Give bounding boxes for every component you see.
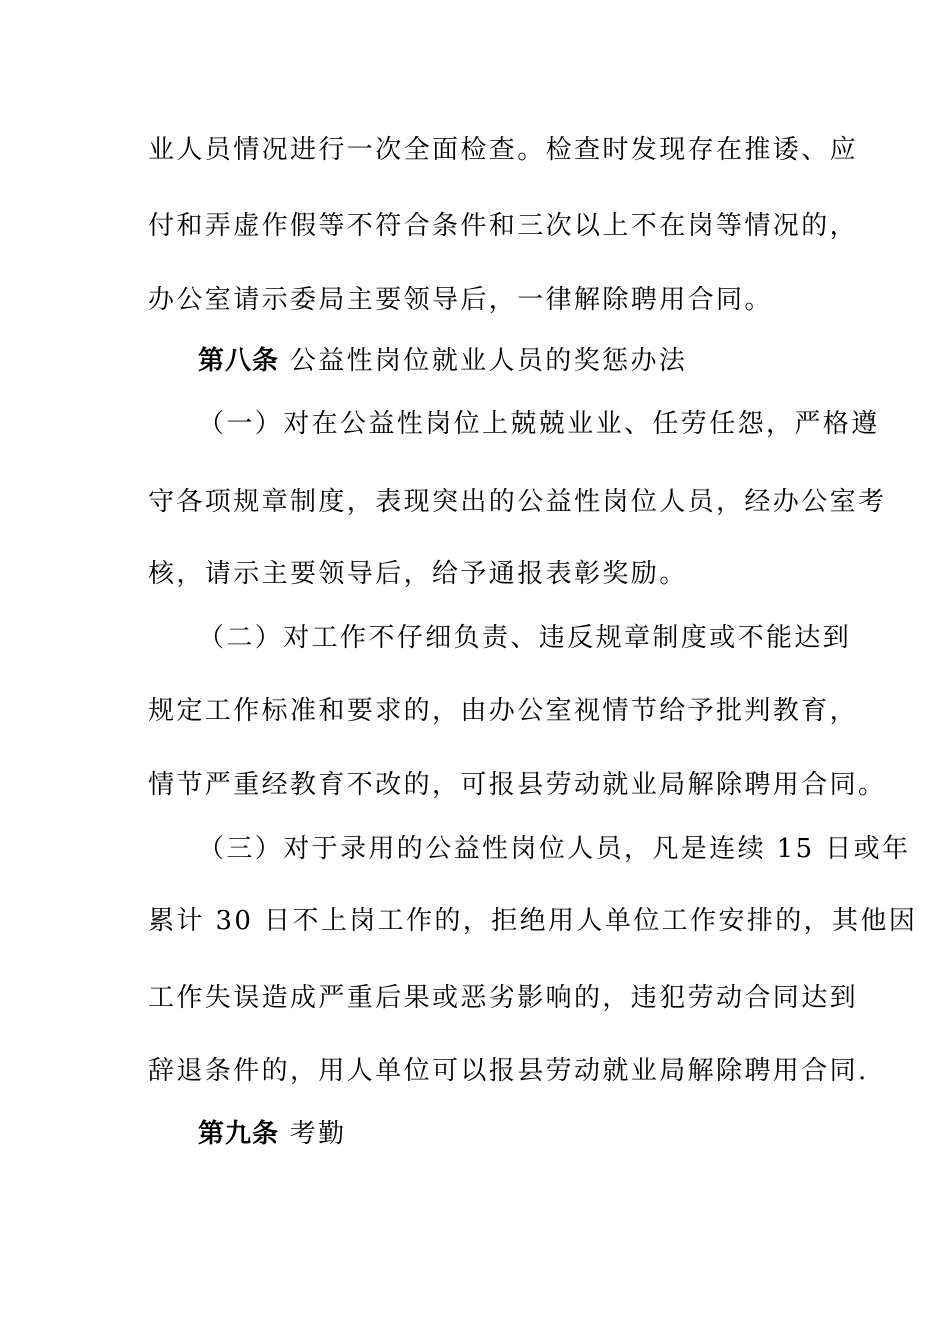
article-9-heading (198, 1117, 347, 1151)
paragraph-line: 核，请示主要领导后，给予通报表彰奖励。 (148, 559, 688, 589)
paragraph-line: 规定工作标准和要求的，由办公室视情节给予批判教育， (148, 696, 859, 726)
paragraph-line: （一）对在公益性岗位上兢兢业业、任劳任怨，严格遵 (198, 409, 880, 439)
article-8-label: 第八条 (198, 346, 280, 376)
paragraph-line: 业人员情况进行一次全面检查。检查时发现存在推诿、应 (148, 135, 859, 165)
article-9-label: 第九条 (198, 1119, 280, 1149)
article-8-heading (198, 344, 687, 378)
paragraph-line: （三）对于录用的公益性岗位人员，凡是连续 15 日或年 (198, 834, 911, 864)
paragraph-line: 辞退条件的，用人单位可以报县劳动就业局解除聘用合同. (148, 1056, 869, 1086)
paragraph-line: 工作失误造成严重后果或恶劣影响的，违犯劳动合同达到 (148, 983, 859, 1013)
paragraph-line: （二）对工作不仔细负责、违反规章制度或不能达到 (198, 623, 852, 653)
article-8-title: 公益性岗位就业人员的奖惩办法 (289, 346, 688, 376)
paragraph-line: 付和弄虚作假等不符合条件和三次以上不在岗等情况的， (148, 211, 859, 241)
paragraph-line: 办公室请示委局主要领导后，一律解除聘用合同。 (148, 285, 773, 315)
paragraph-line: 守各项规章制度，表现突出的公益性岗位人员，经办公室考 (148, 487, 887, 517)
paragraph-line: 情节严重经教育不改的，可报县劳动就业局解除聘用合同。 (148, 770, 887, 800)
paragraph-line: 累计 30 日不上岗工作的，拒绝用人单位工作安排的，其他因 (148, 906, 918, 936)
article-9-title: 考勤 (289, 1119, 347, 1149)
